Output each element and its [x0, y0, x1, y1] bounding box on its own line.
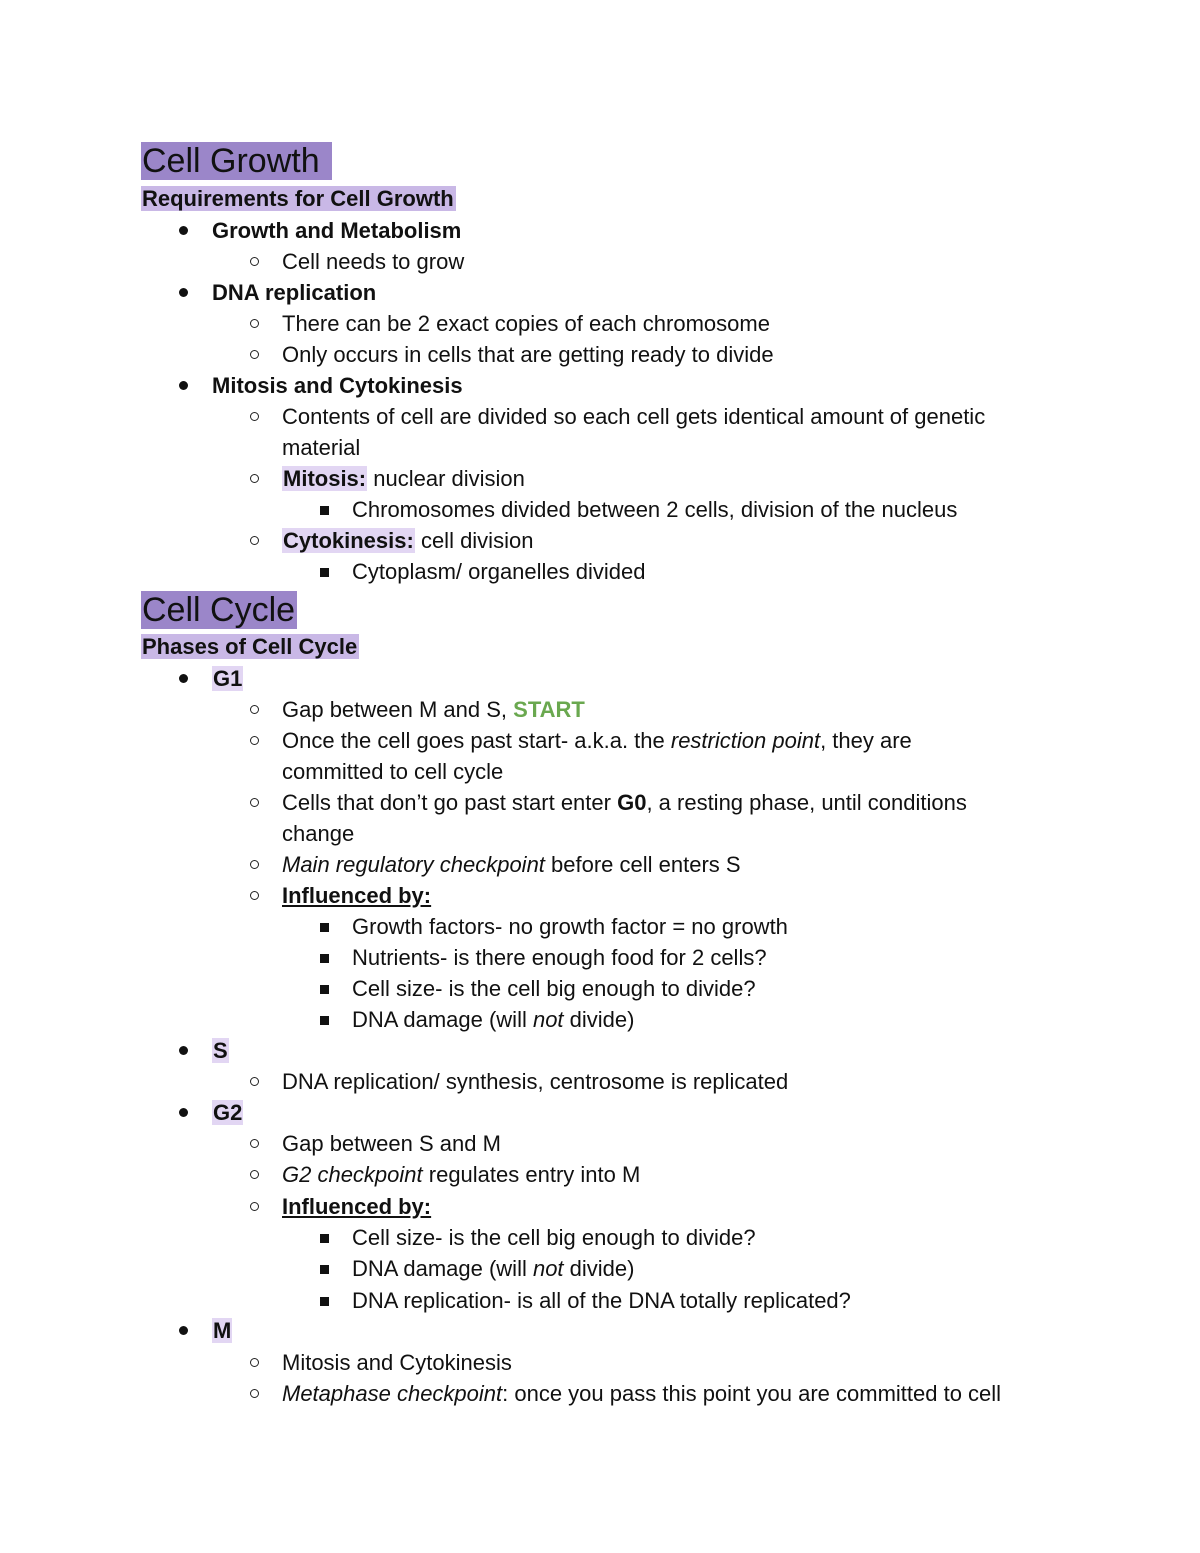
emphasis: not — [532, 1256, 564, 1281]
list-item: Growth factors- no growth factor = no growth — [352, 914, 788, 939]
list-item — [352, 1256, 634, 1282]
definition: nuclear division — [367, 466, 525, 491]
circle-bullet-icon — [250, 1389, 259, 1398]
square-bullet-icon — [320, 1234, 329, 1243]
list-item-continuation: change — [282, 821, 355, 846]
square-bullet-icon — [320, 1265, 329, 1274]
list-item: Chromosomes divided between 2 cells, division of the nucleus — [352, 497, 958, 522]
text: Gap between M and S, — [282, 697, 514, 722]
phase-g1: G1 — [213, 666, 243, 691]
list-item: Cell needs to grow — [282, 249, 465, 274]
bullet-icon — [179, 1326, 188, 1335]
list-item: Nutrients- is there enough food for 2 cells? — [352, 945, 767, 970]
text: , they are — [820, 728, 912, 753]
text: DNA damage (will — [352, 1256, 533, 1281]
list-item: There can be 2 exact copies of each chromosome — [282, 311, 770, 336]
item-dna-replication: DNA replication — [212, 280, 377, 305]
term-main-checkpoint: Main regulatory checkpoint — [282, 852, 545, 877]
circle-bullet-icon — [250, 1139, 259, 1148]
circle-bullet-icon — [250, 1202, 259, 1211]
item-mitosis-cytokinesis: Mitosis and Cytokinesis — [212, 373, 463, 398]
term-metaphase-checkpoint: Metaphase checkpoint — [282, 1381, 503, 1406]
subheading-requirements: Requirements for Cell Growth — [142, 186, 454, 211]
square-bullet-icon — [320, 985, 329, 994]
square-bullet-icon — [320, 506, 329, 515]
square-bullet-icon — [320, 1016, 329, 1025]
bullet-icon — [179, 226, 188, 235]
text: Cells that don’t go past start enter — [282, 790, 618, 815]
list-item: Only occurs in cells that are getting ready to divide — [282, 342, 774, 367]
list-item — [282, 790, 967, 816]
bullet-icon — [179, 288, 188, 297]
circle-bullet-icon — [250, 798, 259, 807]
heading-cell-cycle: Cell Cycle — [142, 591, 296, 629]
heading-cell-growth: Cell Growth — [141, 142, 332, 180]
text: DNA damage (will — [352, 1007, 533, 1032]
influenced-by-label: Influenced by: — [282, 1194, 432, 1219]
circle-bullet-icon — [250, 1170, 259, 1179]
text: , a resting phase, until conditions — [646, 790, 967, 815]
list-item — [352, 1007, 634, 1033]
list-item — [282, 1162, 640, 1188]
list-item-cytokinesis — [282, 528, 533, 554]
term-cytokinesis: Cytokinesis: — [283, 528, 414, 553]
list-item: Contents of cell are divided so each cell gets identical amount of genetic — [282, 404, 986, 429]
text: : once you pass this point you are committed to cell — [502, 1381, 1002, 1406]
circle-bullet-icon — [250, 474, 259, 483]
circle-bullet-icon — [250, 536, 259, 545]
square-bullet-icon — [320, 1297, 329, 1306]
list-item-continuation: material — [282, 435, 361, 460]
circle-bullet-icon — [250, 1358, 259, 1367]
list-item: Cytoplasm/ organelles divided — [352, 559, 646, 584]
influenced-by-label: Influenced by: — [282, 883, 432, 908]
list-item: Cell size- is the cell big enough to divide? — [352, 1225, 756, 1250]
square-bullet-icon — [320, 954, 329, 963]
list-item: Gap between S and M — [282, 1131, 501, 1156]
item-growth-metabolism: Growth and Metabolism — [212, 218, 462, 243]
circle-bullet-icon — [250, 891, 259, 900]
subheading-phases: Phases of Cell Cycle — [142, 634, 358, 659]
text: Once the cell goes past start- a.k.a. the — [282, 728, 671, 753]
phase-g2: G2 — [213, 1100, 243, 1125]
text: divide) — [563, 1256, 635, 1281]
square-bullet-icon — [320, 923, 329, 932]
list-item-mitosis — [282, 466, 525, 492]
list-item-continuation: committed to cell cycle — [282, 759, 504, 784]
start-label: START — [513, 697, 585, 722]
list-item: DNA replication- is all of the DNA totally replicated? — [352, 1288, 851, 1313]
phase-m: M — [213, 1318, 232, 1343]
list-item — [282, 1381, 1001, 1407]
circle-bullet-icon — [250, 412, 259, 421]
bullet-icon — [179, 674, 188, 683]
circle-bullet-icon — [250, 319, 259, 328]
text: before cell enters S — [544, 852, 741, 877]
term-g2-checkpoint: G2 checkpoint — [282, 1162, 423, 1187]
text: divide) — [563, 1007, 635, 1032]
circle-bullet-icon — [250, 736, 259, 745]
term-restriction-point: restriction point — [670, 728, 821, 753]
bullet-icon — [179, 1108, 188, 1117]
term-g0: G0 — [617, 790, 647, 815]
list-item: Mitosis and Cytokinesis — [282, 1350, 512, 1375]
circle-bullet-icon — [250, 705, 259, 714]
emphasis: not — [532, 1007, 564, 1032]
list-item — [282, 728, 912, 754]
circle-bullet-icon — [250, 860, 259, 869]
circle-bullet-icon — [250, 257, 259, 266]
list-item: DNA replication/ synthesis, centrosome is replicated — [282, 1069, 789, 1094]
bullet-icon — [179, 381, 188, 390]
phase-s: S — [213, 1038, 228, 1063]
square-bullet-icon — [320, 568, 329, 577]
circle-bullet-icon — [250, 350, 259, 359]
text: regulates entry into M — [422, 1162, 641, 1187]
definition: cell division — [414, 528, 534, 553]
list-item — [282, 852, 741, 878]
bullet-icon — [179, 1046, 188, 1055]
term-mitosis: Mitosis: — [283, 466, 367, 491]
list-item: Cell size- is the cell big enough to divide? — [352, 976, 756, 1001]
list-item — [282, 697, 585, 723]
circle-bullet-icon — [250, 1077, 259, 1086]
